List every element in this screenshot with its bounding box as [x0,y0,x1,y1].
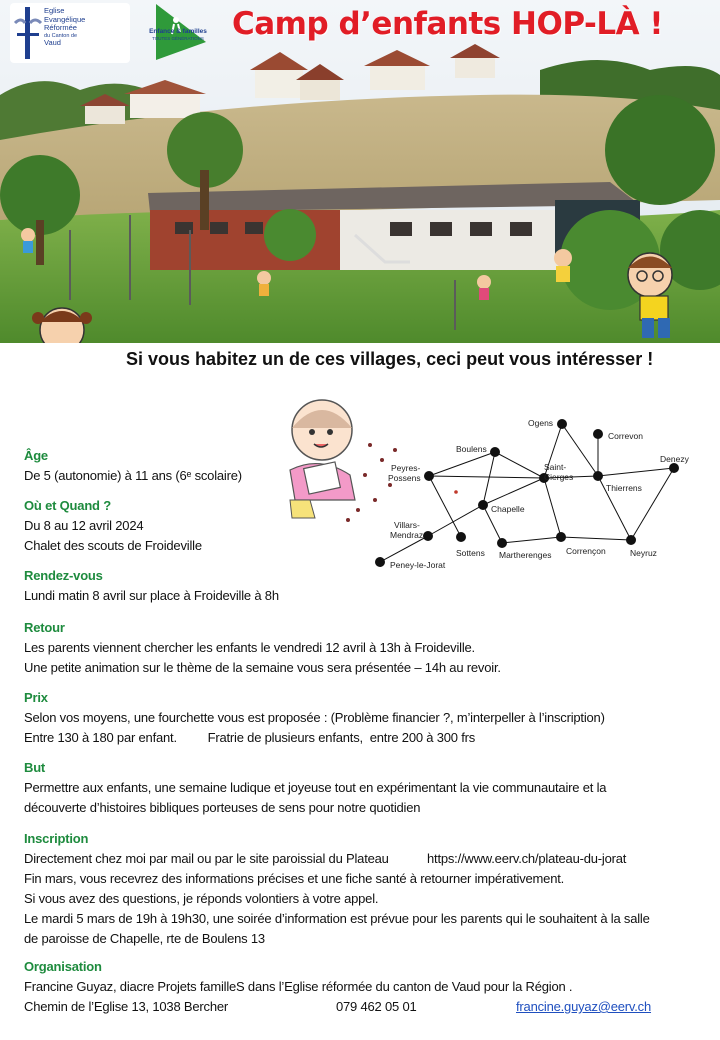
section-text: Le mardi 5 mars de 19h à 19h30, une soirée d’information est prévue pour les parents qui le souhaitent à la salle [24,911,650,926]
village-label-thierrens: Thierrens [606,483,642,493]
enfance-familles-sub: TOUTES GÉNÉRATIONS [152,36,204,41]
village-label-martherenges: Martherenges [499,550,552,560]
section-text: de paroisse de Chapelle, rte de Boulens 13 [24,931,265,946]
village-label-correncon: Correnҫon [566,546,606,556]
enfance-familles-label: Enfance & familles [149,28,207,35]
cartoon-girl-jumping [32,308,92,343]
eerv-logo-line: Réformée [44,23,77,32]
eerv-logo-line: Evangélique [44,14,86,24]
parish-website-link[interactable]: https://www.eerv.ch/plateau-du-jorat [427,851,627,866]
village-label-chapelle: Chapelle [491,504,525,514]
section-text: Les parents viennent chercher les enfants le vendredi 12 avril à 13h à Froideville. [24,640,475,655]
section-text: De 5 (autonomie) à 11 ans (6ᵉ scolaire) [24,468,242,483]
inscription-intro: Directement chez moi par mail ou par le site paroissial du Plateau [24,851,389,866]
phone-text[interactable]: 079 462 05 01 [336,999,417,1014]
section-text: Lundi matin 8 avril sur place à Froideville à 8h [24,588,279,603]
village-label-denezy: Denezy [660,454,689,464]
eerv-logo-line: Vaud [44,37,61,47]
section-heading: Âge [24,448,48,463]
section-heading: Prix [24,690,48,705]
section-heading: But [24,760,46,775]
section-organisation [24,957,704,1017]
village-label-peney-le-jorat: Peney-le-Jorat [390,560,446,570]
village-label-correvon: Correvon [608,431,643,441]
section-text: découverte d’histoires bibliques porteuses de sens pour notre quotidien [24,800,421,815]
hero-scene [0,0,720,343]
section-text: Du 8 au 12 avril 2024 [24,518,144,533]
section-text: Entre 130 à 180 par enfant. Fratrie de plusieurs enfants, entre 200 à 300 frs [24,730,476,745]
section-heading: Rendez-vous [24,568,103,583]
section-text: Chalet des scouts de Froideville [24,538,202,553]
eerv-logo-small: du Canton de [44,32,78,39]
section-text: Francine Guyaz, diacre Projets familleS dans l’Eglise réformée du canton de Vaud pour la Région . [24,979,573,994]
village-label-mendraz: Mendraz [390,530,424,540]
village-label-villars: Villars- [394,520,420,530]
section-age [24,446,704,486]
village-label-cierges: Cierges [544,472,574,482]
village-label-peyres: Peyres- [391,463,421,473]
section-inscription [24,829,704,949]
section-text: Permettre aux enfants, une semaine ludique et joyeuse tout en expérimentant la vie communautaire et la [24,780,607,795]
section-but [24,758,704,818]
contact-line [24,997,704,1017]
section-heading: Où et Quand ? [24,498,111,513]
section-prix [24,688,704,748]
cross-icon [13,7,43,59]
section-text: Fin mars, vous recevrez des informations précises et une fiche santé à retourner impérativement. [24,871,565,886]
village-label-saint: Saint- [544,462,567,472]
enfance-familles-logo [146,2,210,64]
tagline: Si vous habitez un de ces villages, ceci peut vous intéresser ! [126,349,654,369]
section-text: Si vous avez des questions, je réponds volontiers à votre appel. [24,891,379,906]
village-label-possens: Possens [388,473,421,483]
section-text [24,849,704,869]
section-rendez-vous [24,566,704,606]
village-label-sottens: Sottens [456,548,485,558]
email-link[interactable]: francine.guyaz@eerv.ch [516,999,652,1014]
section-text: Selon vos moyens, une fourchette vous est proposée : (Problème financier ?, m’interpeller à l’inscription) [24,710,605,725]
eerv-logo-line: Eglise [44,6,65,15]
page-title: Camp d’enfants HOP-LÀ ! [232,6,664,42]
eerv-logo [10,3,130,63]
section-text: Une petite animation sur le thème de la semaine vous sera présentée – 14h au revoir. [24,660,501,675]
village-label-ogens: Ogens [528,418,554,428]
address-text: Chemin de l’Eglise 13, 1038 Bercher [24,999,229,1014]
section-ou-quand [24,496,704,556]
section-heading: Organisation [24,959,102,974]
village-label-boulens: Boulens [456,444,487,454]
section-heading: Inscription [24,831,89,846]
village-label-neyruz: Neyruz [630,548,657,558]
section-heading: Retour [24,620,65,635]
section-retour [24,618,704,678]
